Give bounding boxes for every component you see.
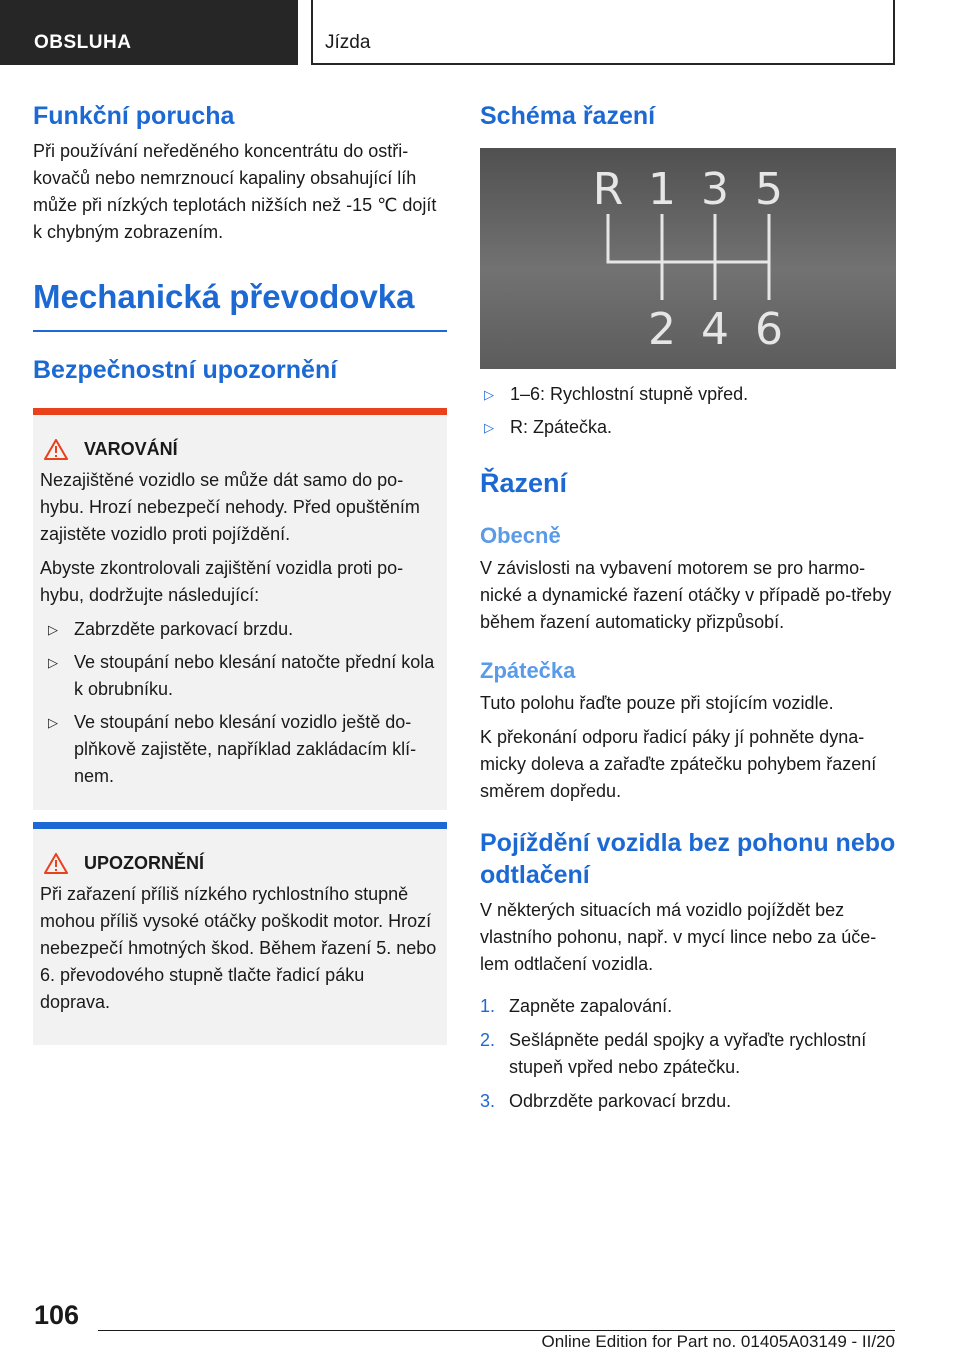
step-text: Zapněte zapalování. bbox=[509, 996, 673, 1016]
rolling-heading: Pojíždění vozidla bez pohonu nebo odtlačení bbox=[480, 829, 896, 889]
steps-list bbox=[480, 993, 896, 1115]
warning-paragraph-1: Nezajištěné vozidlo se může dát samo do po-hybu. Hrozí nebezpečí nehody. Před opuštěním zajistěte vozidlo proti pojíždění. bbox=[40, 470, 420, 544]
list-item bbox=[480, 414, 896, 441]
list-item bbox=[480, 1088, 896, 1115]
header-chapter bbox=[311, 0, 895, 65]
step-text: Odbrzděte parkovací brzdu. bbox=[509, 1091, 732, 1111]
page-number: 106 bbox=[34, 1300, 80, 1330]
gear-label-6: 6 bbox=[755, 304, 783, 355]
gear-label-2: 2 bbox=[648, 304, 676, 355]
gear-label-4: 4 bbox=[701, 304, 729, 355]
step-text: Sešlápněte pedál spojky a vyřaďte rychlostní stupeň vpřed nebo zpátečku. bbox=[509, 1030, 867, 1077]
caution-triangle-icon bbox=[44, 853, 68, 874]
triangle-bullet-icon: ▷ bbox=[48, 622, 58, 637]
rolling-text: V některých situacích má vozidlo pojíždět bez vlastního pohonu, např. v mycí lince nebo za úče-lem odtlačení vozidla. bbox=[480, 900, 877, 974]
warning-list bbox=[40, 616, 439, 790]
step-number: 1. bbox=[480, 996, 496, 1016]
triangle-bullet-icon: ▷ bbox=[48, 715, 58, 730]
warning-title bbox=[40, 437, 439, 461]
list-item-text: 1–6: Rychlostní stupně vpřed. bbox=[510, 384, 749, 404]
gear-label-1: 1 bbox=[648, 164, 676, 215]
scheme-heading: Schéma řazení bbox=[480, 102, 656, 130]
gear-label-5: 5 bbox=[755, 164, 783, 215]
shifting-heading: Řazení bbox=[480, 468, 568, 498]
list-item bbox=[40, 649, 439, 703]
footer-edition: Online Edition for Part no. 01405A03149 - II/20 bbox=[541, 1332, 895, 1351]
list-item bbox=[40, 709, 439, 790]
reverse-paragraph-2: K překonání odporu řadicí páky jí pohněte dyna-micky doleva a zařaďte zpátečku pohybem řazení směrem dopředu. bbox=[480, 727, 877, 801]
heading-rule bbox=[33, 330, 447, 332]
safety-heading: Bezpečnostní upozornění bbox=[33, 356, 338, 384]
malfunction-text: Při používání neředěného koncentrátu do ostři-kovačů nebo nemrznoucí kapaliny obsahující líh může při nízkých teplotách nižších než -15 ℃ dojít k chybným zobrazením. bbox=[33, 141, 437, 242]
gear-label-r: R bbox=[592, 164, 624, 215]
reverse-heading: Zpátečka bbox=[480, 658, 576, 683]
general-text: V závislosti na vybavení motorem se pro harmo-nické a dynamické řazení otáčky v případě po-třeby během řazení automaticky přizpůsobí. bbox=[480, 558, 892, 632]
footer-rule bbox=[98, 1330, 895, 1331]
header-section bbox=[0, 0, 298, 65]
list-item-text: Ve stoupání nebo klesání vozidlo ještě do-plňkově zajistěte, například zakládacím klí-nem. bbox=[74, 712, 417, 786]
caution-box bbox=[33, 822, 447, 1045]
gear-label-3: 3 bbox=[701, 164, 729, 215]
header-section-label: OBSLUHA bbox=[34, 32, 132, 53]
reverse-paragraph-1: Tuto polohu řaďte pouze při stojícím vozidle. bbox=[480, 693, 834, 713]
warning-label: VAROVÁNÍ bbox=[84, 439, 178, 459]
warning-paragraph-2: Abyste zkontrolovali zajištění vozidla proti po-hybu, dodržujte následující: bbox=[40, 558, 404, 605]
triangle-bullet-icon: ▷ bbox=[484, 420, 494, 435]
list-item bbox=[480, 381, 896, 408]
warning-triangle-icon bbox=[44, 439, 68, 460]
general-heading: Obecně bbox=[480, 523, 561, 548]
header-chapter-label: Jízda bbox=[325, 32, 371, 53]
step-number: 3. bbox=[480, 1091, 496, 1111]
list-item bbox=[480, 1027, 896, 1081]
diagram-background bbox=[480, 148, 896, 369]
list-item-text: Ve stoupání nebo klesání natočte přední kola k obrubníku. bbox=[74, 652, 435, 699]
caution-title bbox=[40, 851, 439, 875]
triangle-bullet-icon: ▷ bbox=[484, 387, 494, 402]
list-item-text: R: Zpátečka. bbox=[510, 417, 613, 437]
scheme-list bbox=[480, 381, 896, 441]
left-column bbox=[33, 100, 447, 1045]
gearbox-heading: Mechanická převodovka bbox=[33, 278, 415, 315]
malfunction-heading: Funkční porucha bbox=[33, 102, 235, 130]
caution-label: UPOZORNĚNÍ bbox=[84, 853, 205, 873]
list-item bbox=[40, 616, 439, 643]
caution-text: Při zařazení příliš nízkého rychlostního stupně mohou příliš vysoké otáčky poškodit motor. Hrozí nebezpečí hmotných škod. Během řazení 5. nebo 6. převodového stupně tlačte řadicí páku doprava. bbox=[40, 884, 437, 1012]
list-item bbox=[480, 993, 896, 1020]
list-item-text: Zabrzděte parkovací brzdu. bbox=[74, 619, 294, 639]
triangle-bullet-icon: ▷ bbox=[48, 655, 58, 670]
right-column bbox=[480, 100, 896, 1122]
step-number: 2. bbox=[480, 1030, 496, 1050]
gear-shift-diagram bbox=[480, 148, 896, 369]
warning-box bbox=[33, 408, 447, 810]
